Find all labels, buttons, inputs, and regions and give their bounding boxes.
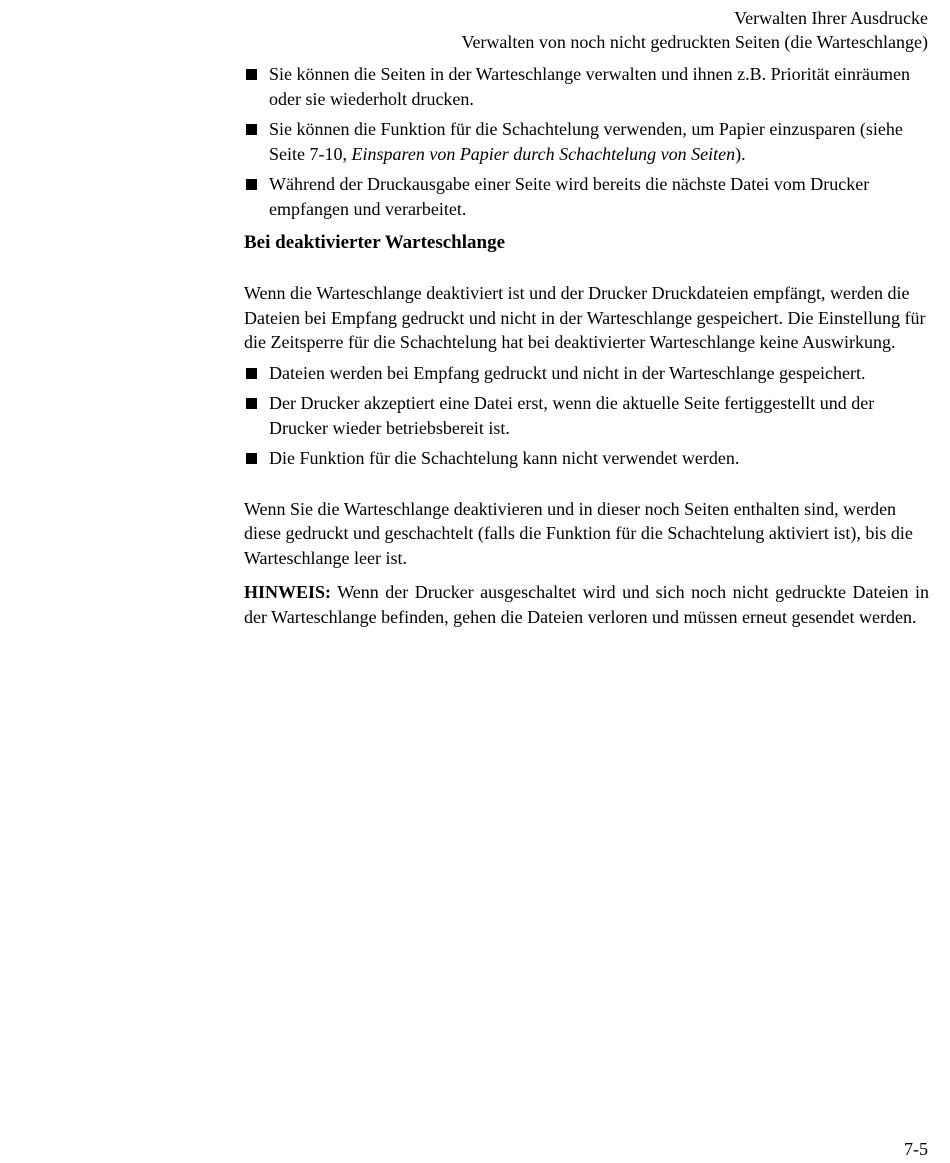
page-number: 7-5 [904, 1139, 928, 1159]
list-item-text: Sie können die Seiten in der Warteschlange verwalten und ihnen z.B. Priorität einräumen oder sie wiederholt drucken. [269, 64, 911, 109]
queue-enabled-list [244, 62, 929, 221]
square-bullet-icon [246, 368, 257, 379]
square-bullet-icon [246, 179, 257, 190]
list-item [244, 117, 929, 166]
list-item-text: Während der Druckausgabe einer Seite wird bereits die nächste Datei vom Drucker empfangen und verarbeitet. [269, 174, 870, 219]
header-chapter-title: Verwalten Ihrer Ausdrucke [734, 8, 928, 28]
square-bullet-icon [246, 398, 257, 409]
square-bullet-icon [246, 453, 257, 464]
list-item-text: Dateien werden bei Empfang gedruckt und nicht in der Warteschlange gespeichert. [269, 362, 866, 383]
list-item [244, 361, 929, 386]
queue-disabled-list [244, 361, 929, 471]
list-item-text: Sie können die Funktion für die Schachtelung verwenden, um Papier einzusparen (siehe Seite 7-10, [269, 119, 903, 164]
header-section-title: Verwalten von noch nicht gedruckten Seiten (die Warteschlange) [461, 32, 928, 52]
section-heading: Bei deaktivierter Warteschlange [244, 232, 506, 253]
list-item-text: Die Funktion für die Schachtelung kann nicht verwendet werden. [269, 448, 740, 468]
list-item-text-end: ). [735, 143, 746, 164]
list-item [244, 62, 929, 111]
page-content [244, 62, 929, 629]
list-item-text: Der Drucker akzeptiert eine Datei erst, wenn die aktuelle Seite fertiggestellt und der Drucker wieder betriebsbereit ist. [269, 393, 875, 438]
list-item [244, 446, 929, 471]
running-header [461, 6, 928, 54]
square-bullet-icon [246, 124, 257, 135]
intro-paragraph: Wenn die Warteschlange deaktiviert ist und der Drucker Druckdateien empfängt, werden die Dateien bei Empfang gedruckt und nicht in der Warteschlange gespeichert. Die Einstellung für die Zeitsperre für die Schachtelung hat bei deaktivierter Warteschlange keine Auswirkung. [244, 283, 926, 352]
note-paragraph [244, 580, 929, 629]
list-item [244, 172, 929, 221]
cross-reference-link[interactable]: Einsparen von Papier durch Schachtelung von Seiten [351, 143, 736, 164]
note-label: HINWEIS: [244, 582, 332, 602]
list-item [244, 391, 929, 440]
square-bullet-icon [246, 69, 257, 80]
closing-paragraph: Wenn Sie die Warteschlange deaktivieren und in dieser noch Seiten enthalten sind, werden diese gedruckt und geschachtelt (falls die Funktion für die Schachtelung aktiviert ist), bis die Warteschlange leer ist. [244, 498, 913, 568]
note-text: Wenn der Drucker ausgeschaltet wird und sich noch nicht gedruckte Dateien in der Warteschlange befinden, gehen die Dateien verloren und müssen erneut gesendet werden. [244, 582, 929, 627]
